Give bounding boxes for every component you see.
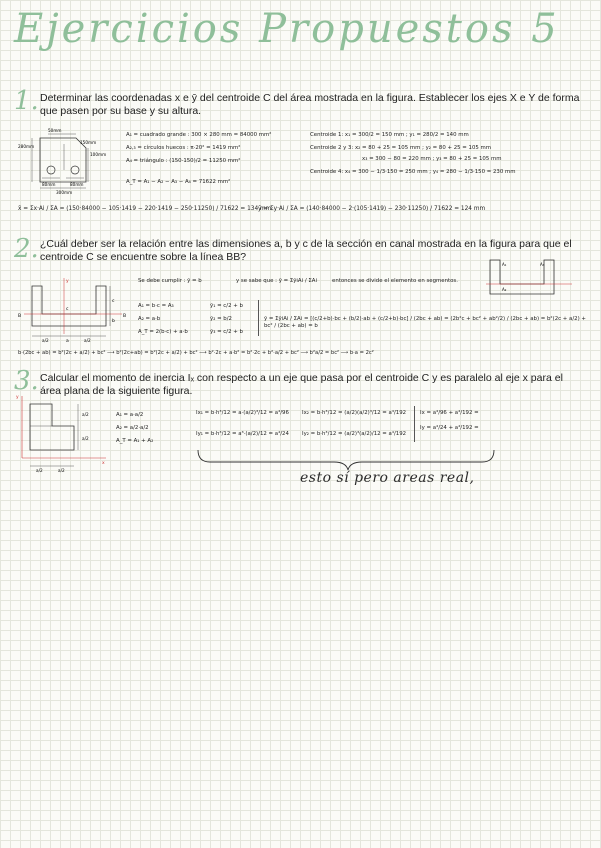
ex1-result-y: ȳ = Σy·Ai / ΣA = (140·84000 − 2·(105·1419) − 230·11250) / 71622 = 124 mm: [258, 206, 486, 212]
ex2-hint-suffix: entonces se divide el elemento en segmentos.: [332, 278, 458, 284]
ex3-ix-total: Ix = a⁴/96 + a⁴/192 =: [420, 410, 479, 416]
fig3-label-y: y: [16, 395, 19, 400]
ex1-area-total: A_T = A₁ − A₂ − A₃ − A₄ = 71622 mm²: [126, 179, 231, 185]
fig2-label-ybar: c: [66, 307, 69, 312]
fig1-hole-left: [47, 166, 55, 174]
fig2-label-y: y: [66, 279, 69, 284]
ex2-area-1: A₁ = b·c = A₃: [138, 303, 174, 309]
ex3-divider: [414, 406, 415, 442]
ex3-ix1: Ix₁ = b·h³/12 = a·(a/2)³/12 = a⁴/96: [196, 410, 289, 416]
ex1-centroid-3: x₃ = 300 − 80 = 220 mm ; y₃ = 80 + 25 = 105 mm: [362, 156, 502, 162]
fig1-hole-right: [71, 166, 79, 174]
ex1-area-3: A₄ = triángulo : (150·150)/2 = 11250 mm²: [126, 158, 241, 164]
ex2-centroid-1: ȳ₁ = c/2 + b: [210, 303, 243, 309]
fig1-label-50: 50mm: [48, 128, 62, 133]
exercise-3-number: 3.: [14, 366, 39, 396]
fig1-label-300: 300mm: [56, 190, 73, 195]
ex2-hint-prefix: y se sabe que : ȳ = ΣȳiAi / ΣAi: [236, 278, 317, 284]
exercise-2-small-figure: [486, 256, 576, 300]
fig1-label-280: 280mm: [18, 144, 35, 149]
exercise-2-text: ¿Cuál deber ser la relación entre las dimensiones a, b y c de la sección en canal mostrada en la figura para que el centroide C se encuentre sobre la línea BB?: [40, 238, 572, 263]
fig2-channel: [32, 286, 106, 326]
ex3-ix2: Ix₂ = b·h³/12 = (a/2)(a/2)³/12 = a⁴/192: [302, 410, 407, 416]
ex1-area-1: A₁ = cuadrado grande : 300 × 280 mm = 84000 mm²: [126, 132, 272, 138]
exercise-2-areas: [138, 303, 188, 336]
exercise-3-inertia-1: [196, 410, 289, 438]
exercise-2-centroids: [210, 303, 243, 336]
fig2-label-a: a: [66, 339, 69, 344]
ex3-area-total: A_T = A₁ + A₂: [116, 438, 154, 444]
ex2-equation: ȳ = ΣȳiAi / ΣAi = [(c/2+b)·bc + (b/2)·ab + (c/2+b)·bc] / (2bc + ab) = (2b²c + bc² + ab²/2) / (2bc + ab) = b²(2c + a/2) + bc² / (2bc + ab) = b: [264, 316, 586, 329]
fig2s-label-a1: A₁: [502, 262, 507, 267]
fig2-label-c: c: [112, 299, 115, 304]
fig3-label-x: x: [102, 461, 105, 466]
page-title: Ejercicios Propuestos 5: [14, 6, 560, 52]
ex2-derivation: b·(2bc + ab) = b²(2c + a/2) + bc² ⟶ b²(2c+ab) = b²(2c + a/2) + bc² ⟶ b²·2c + a·b² = b²·2c + b²·a/2 + bc² ⟶ b²a/2 = bc² ⟶ b·a = 2c²: [18, 350, 374, 356]
ex3-iy1: Iy₁ = b·h³/12 = a³·(a/2)/12 = a⁴/24: [196, 431, 289, 437]
ex1-result-x: x̄ = Σx·Ai / ΣA = (150·84000 − 105·1419 − 220·1419 − 250·11250) / 71622 = 134 mm: [18, 206, 272, 212]
exercise-1-centroids: [310, 132, 515, 176]
fig2s-channel: [490, 260, 554, 294]
fig2s-label-a3: A₃: [540, 262, 545, 267]
exercise-1-figure: [18, 126, 118, 196]
fig1-label-80a: 80mm: [42, 182, 56, 187]
fig2s-label-a2: A₂: [502, 287, 507, 292]
ex3-area-1: A₁ = a·a/2: [116, 412, 144, 418]
ex2-divider: [258, 300, 259, 336]
ex3-iy-total: Iy = a⁴/24 + a⁴/192 =: [420, 425, 479, 431]
fig1-label-150: 150mm: [80, 140, 97, 145]
ex2-area-total: A_T = 2(b·c) + a·b: [138, 329, 188, 335]
exercise-3-areas: [116, 412, 153, 445]
exercise-3-inertia-2: [302, 410, 406, 438]
ex2-condition: Se debe cumplir : ȳ = b: [138, 278, 202, 284]
fig3-label-a2-b1: a/2: [36, 468, 43, 473]
ex2-centroid-2: ȳ₂ = b/2: [210, 316, 232, 322]
exercise-1-text: Determinar las coordenadas x e ȳ del centroide C del área mostrada en la figura. Establecer los ejes X e Y de forma que pasen por su base y su altura.: [40, 92, 580, 117]
exercise-2-figure: [18, 274, 130, 344]
fig2-label-b: b: [112, 319, 115, 324]
fig3-label-a2-r2: a/2: [82, 436, 89, 441]
exercise-3-text: Calcular el momento de inercia Iₓ con respecto a un eje que pasa por el centroide C y es paralelo al eje x para el área plana de la siguiente figura.: [40, 372, 563, 397]
fig2-label-b-left: B: [18, 314, 22, 319]
exercise-1-number: 1.: [14, 86, 39, 116]
fig1-label-80b: 80mm: [70, 182, 84, 187]
ex3-brace-path: [198, 450, 494, 470]
ex3-brace: [196, 448, 496, 472]
ex3-area-2: A₂ = a/2·a/2: [116, 425, 149, 431]
exercise-2-number: 2.: [14, 234, 39, 264]
ex2-area-2: A₂ = a·b: [138, 316, 161, 322]
fig2-label-a2-right: a/2: [84, 338, 91, 343]
exercise-3-figure: [16, 392, 112, 476]
exercise-3-inertia-total: [420, 410, 479, 432]
ex3-note: esto sí pero areas real,: [300, 470, 475, 486]
ex1-centroid-1: Centroide 1: x₁ = 300/2 = 150 mm ; y₁ = 280/2 = 140 mm: [310, 132, 469, 138]
fig3-label-a2-b2: a/2: [58, 468, 65, 473]
fig1-label-100: 100mm: [90, 152, 107, 157]
exercise-1-areas: [126, 132, 271, 186]
ex1-centroid-2: Centroide 2 y 3: x₂ = 80 + 25 = 105 mm ; y₂ = 80 + 25 = 105 mm: [310, 145, 492, 151]
fig3-lshape: [30, 404, 74, 450]
fig3-label-a2-r1: a/2: [82, 412, 89, 417]
fig2-label-b-right: B: [123, 314, 127, 319]
ex1-centroid-4: Centroide 4: x₄ = 300 − 1/3·150 = 250 mm ; y₄ = 280 − 1/3·150 = 230 mm: [310, 169, 516, 175]
ex3-iy2: Iy₂ = b·h³/12 = (a/2)³(a/2)/12 = a⁴/192: [302, 431, 407, 437]
fig2-label-a2-left: a/2: [42, 338, 49, 343]
ex2-centroid-3: ȳ₃ = c/2 + b: [210, 329, 243, 335]
ex1-area-2: A₂,₃ = círculos huecos : π·20² = 1419 mm²: [126, 145, 241, 151]
